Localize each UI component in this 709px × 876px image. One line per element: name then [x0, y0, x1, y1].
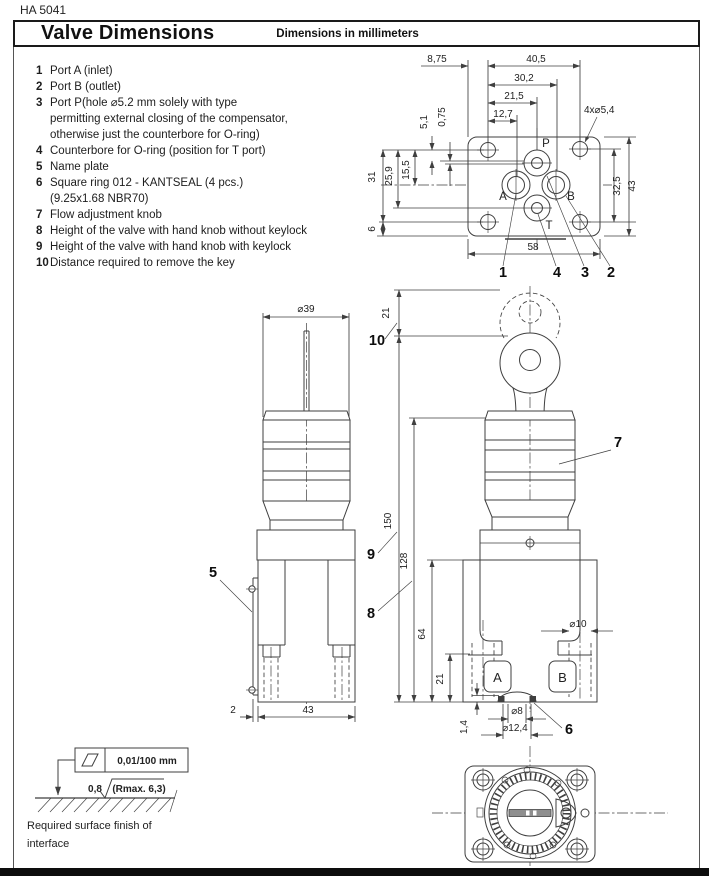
legend-item [36, 239, 371, 255]
legend-num: 8 [36, 225, 43, 237]
legend-num: 1 [36, 65, 43, 77]
dim-h-knob: 128 [399, 552, 410, 570]
callout-2: 2 [606, 265, 616, 281]
callout-1: 1 [498, 265, 508, 281]
legend-text: Height of the valve with hand knob with keylock [50, 241, 291, 253]
legend-text: Flow adjustment knob [50, 209, 162, 221]
legend-item [36, 159, 371, 175]
callout-10: 10 [368, 333, 386, 349]
callout-3: 3 [580, 265, 590, 281]
dim-label: 0,75 [437, 107, 448, 127]
legend-num: 9 [36, 241, 43, 253]
dim-h-body: 64 [417, 628, 428, 640]
legend-text: permitting external closing of the compensator, [50, 113, 288, 125]
square-ring [498, 696, 505, 702]
legend-item [36, 191, 371, 207]
legend-text: (9.25x1.68 NBR70) [50, 193, 149, 205]
dim-label-mount-holes: 4x⌀5,4 [584, 105, 615, 116]
flatness-icon [82, 754, 98, 766]
key-bow [500, 333, 560, 393]
legend-item [36, 207, 371, 223]
page-title: Valve Dimensions [41, 22, 215, 44]
surface-caption-line2: interface [27, 838, 70, 850]
side-view-linework [246, 323, 355, 710]
legend-num: 10 [36, 257, 49, 269]
surface-caption-line1: Required surface finish of [27, 820, 152, 832]
dim-label: 6 [367, 226, 378, 232]
flatness-value: 0,01/100 mm [117, 756, 177, 767]
callout-9: 9 [366, 547, 376, 563]
dim-label: 21,5 [504, 91, 524, 102]
dim-label: 40,5 [526, 54, 546, 65]
dim-label: 25,9 [384, 166, 395, 186]
port-label-t: T [545, 220, 553, 232]
elevation-drawings [190, 283, 705, 745]
legend-text: Distance required to remove the key [50, 257, 235, 269]
surface-finish-spec [22, 742, 237, 854]
callout-7: 7 [613, 435, 623, 451]
legend-item [36, 175, 371, 191]
rmax-value: (Rmax. 6,3) [112, 784, 166, 795]
doc-number: HA 5041 [20, 3, 67, 17]
roughness-value: 0,8 [88, 784, 102, 795]
legend-text: Port A (inlet) [50, 65, 113, 77]
dim-ring-h: 1,4 [459, 720, 470, 734]
legend-text: Port P(hole ⌀5.2 mm solely with type [50, 97, 238, 109]
port-label-p: P [542, 138, 550, 150]
legend-item [36, 79, 371, 95]
dim-label: 30,2 [514, 73, 534, 84]
legend-num: 2 [36, 81, 43, 93]
callout-5: 5 [208, 565, 218, 581]
dim-knob-dia: ⌀39 [297, 304, 315, 315]
legend-text: Height of the valve with hand knob without keylock [50, 225, 307, 237]
legend-item [36, 255, 371, 271]
legend-item [36, 111, 371, 127]
legend-text: Port B (outlet) [50, 81, 121, 93]
page-subtitle: Dimensions in millimeters [276, 27, 419, 40]
legend-item [36, 143, 371, 159]
dim-seal-od: ⌀12,4 [502, 723, 528, 734]
footer-rule [0, 868, 709, 876]
square-ring [530, 696, 537, 702]
legend-text: otherwise just the counterbore for O-ring) [50, 129, 260, 141]
dim-label: 32,5 [612, 176, 623, 196]
legend-num: 7 [36, 209, 43, 221]
legend-item [36, 127, 371, 143]
dim-label: 15,5 [401, 160, 412, 180]
top-view-drawing [367, 48, 705, 298]
callout-8: 8 [366, 606, 376, 622]
port-label-b: B [558, 670, 567, 685]
callout-6: 6 [564, 722, 574, 738]
port-label-a: A [493, 670, 502, 685]
name-plate [246, 578, 258, 695]
callout-4: 4 [552, 265, 562, 281]
legend-list [36, 63, 371, 271]
mounting-face-linework [381, 128, 612, 250]
dim-label: 31 [367, 171, 378, 183]
dim-stud-dia: ⌀10 [569, 619, 587, 630]
legend-text: Square ring 012 - KANTSEAL (4 pcs.) [50, 177, 244, 189]
dim-label: 43 [627, 180, 638, 192]
dim-label: 5,1 [419, 115, 430, 129]
legend-text: Name plate [50, 161, 109, 173]
dim-plate-thk: 2 [230, 705, 236, 716]
legend-item [36, 63, 371, 79]
legend-num: 6 [36, 177, 43, 189]
dim-h-keylock: 150 [383, 512, 394, 530]
legend-item [36, 223, 371, 239]
bottom-view-drawing [425, 744, 680, 868]
dim-label: 12,7 [493, 109, 513, 120]
legend-num: 5 [36, 161, 43, 173]
dim-h-port: 21 [435, 673, 446, 685]
dim-key-remove: 21 [381, 307, 392, 319]
legend-text: Counterbore for O-ring (position for T port) [50, 145, 266, 157]
dim-label: 58 [527, 242, 539, 253]
port-label-b: B [567, 191, 575, 203]
port-label-a: A [499, 191, 507, 203]
key-slot [509, 810, 551, 817]
legend-num: 3 [36, 97, 43, 109]
dim-label: 8,75 [427, 54, 447, 65]
title-bar [13, 20, 700, 47]
front-view-linework [463, 286, 597, 712]
dim-seal-id: ⌀8 [511, 706, 523, 717]
legend-num: 4 [36, 145, 43, 157]
legend-item [36, 95, 371, 111]
dim-body-width: 43 [302, 705, 314, 716]
